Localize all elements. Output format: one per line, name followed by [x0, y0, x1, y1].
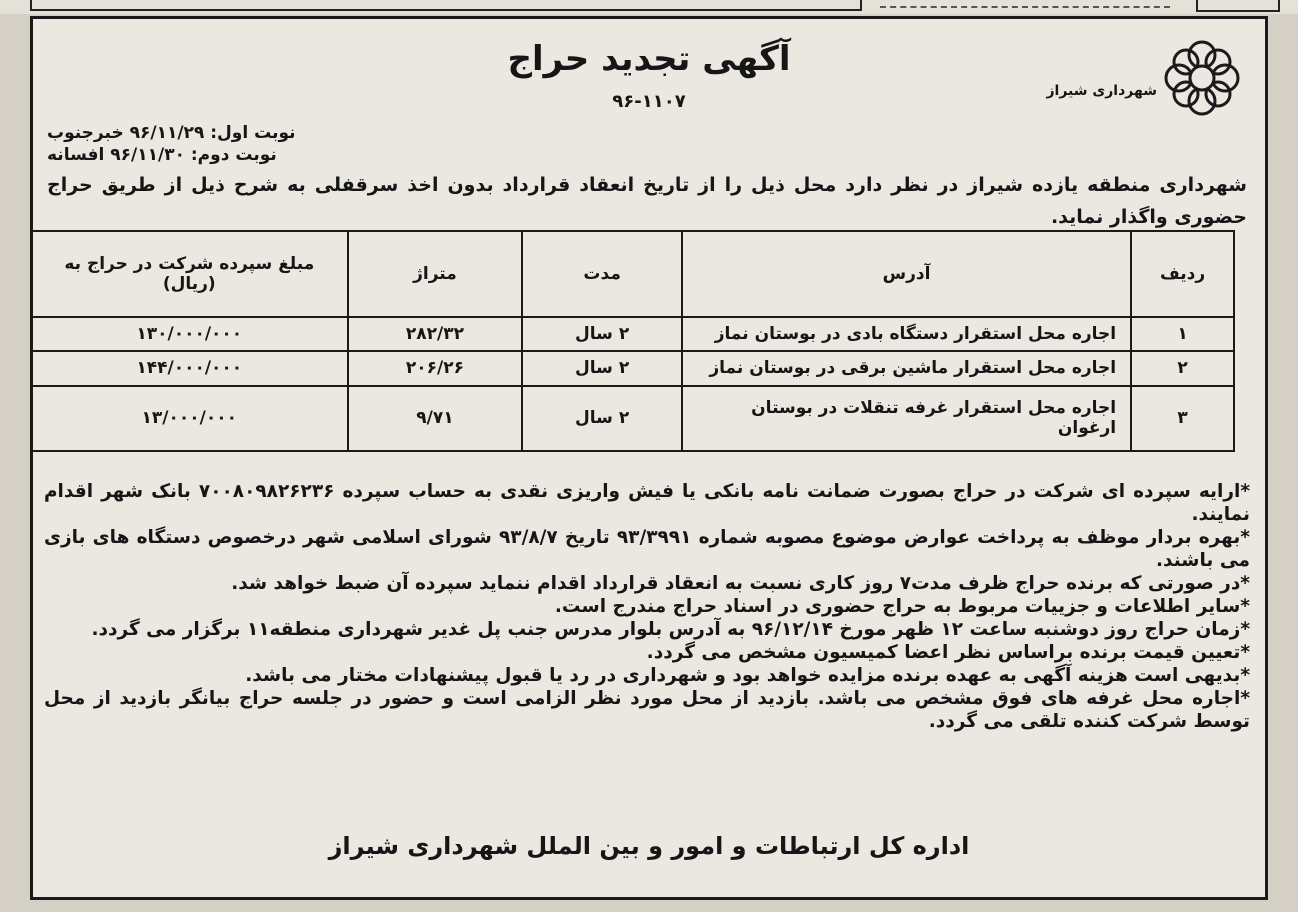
- condition-item: *اجاره محل غرفه های فوق مشخص می باشد. بازدید از محل مورد نظر الزامی است و حضور در جلسه حراج بیانگر بازدید از محل توسط شرکت کننده تلقی می گردد.: [44, 688, 1250, 732]
- table-row: [31, 386, 1234, 451]
- conditions-list: [44, 480, 1250, 733]
- row-deposit: ۱۳/۰۰۰/۰۰۰: [31, 386, 348, 451]
- condition-item: *تعیین قیمت برنده براساس نظر اعضا کمیسیون مشخص می گردد.: [646, 642, 1250, 663]
- table-row: [31, 317, 1234, 351]
- row-deposit: ۱۳۰/۰۰۰/۰۰۰: [31, 317, 348, 351]
- header-duration: مدت: [522, 231, 682, 317]
- header-row-number: ردیف: [1131, 231, 1234, 317]
- table-header-row: [31, 231, 1234, 317]
- row-area: ۲۸۲/۳۲: [348, 317, 523, 351]
- condition-item: *بدیهی است هزینه آگهی به عهده برنده مزایده خواهد بود و شهرداری در رد یا قبول پیشنهادات مختار می باشد.: [245, 665, 1250, 686]
- condition-item: *ارایه سپرده ای شرکت در حراج بصورت ضمانت نامه بانکی یا فیش واریزی نقدی به حساب سپرده ۷۰۰۸۰۹۸۲۶۲۳۶ بانک شهر اقدام نمایند.: [44, 481, 1250, 525]
- notice-title: آگهی تجدید حراج: [507, 39, 791, 79]
- previous-ad-divider: [880, 6, 1170, 8]
- condition-item: *زمان حراج روز دوشنبه ساعت ۱۲ ظهر مورخ ۹۶/۱۲/۱۴ به آدرس بلوار مدرس جنب پل غدیر شهرداری منطقه۱۱ برگزار می گردد.: [91, 619, 1250, 640]
- condition-item: *سایر اطلاعات و جزییات مربوط به حراج حضوری در اسناد حراج مندرج است.: [554, 596, 1250, 617]
- condition-item: *بهره بردار موظف به پرداخت عوارض موضوع مصوبه شماره ۹۳/۳۹۹۱ تاریخ ۹۳/۸/۷ شورای اسلامی شهر درخصوص دستگاه های بازی می باشند.: [44, 527, 1250, 571]
- row-duration: ۲ سال: [522, 386, 682, 451]
- row-address: اجاره محل استقرار دستگاه بادی در بوستان نماز: [682, 317, 1131, 351]
- row-number: ۱: [1131, 317, 1234, 351]
- first-publication: نوبت اول: ۹۶/۱۱/۲۹ خبرجنوب: [47, 123, 296, 143]
- auction-table: [30, 230, 1235, 452]
- row-deposit: ۱۴۴/۰۰۰/۰۰۰: [31, 351, 348, 385]
- header-area: متراژ: [348, 231, 523, 317]
- previous-ad-border-right: [1196, 0, 1280, 12]
- row-address: اجاره محل استقرار ماشین برقی در بوستان نماز: [682, 351, 1131, 385]
- logo-caption: شهرداری شیراز: [1046, 83, 1157, 99]
- header-address: آدرس: [682, 231, 1131, 317]
- ad-number: ۹۶-۱۱۰۷: [612, 91, 686, 112]
- condition-item: *در صورتی که برنده حراج ظرف مدت۷ روز کاری نسبت به انعقاد قرارداد اقدام ننماید سپرده آن ضبط خواهد شد.: [231, 573, 1250, 594]
- intro-paragraph: شهرداری منطقه یازده شیراز در نظر دارد محل ذیل را از تاریخ انعقاد قرارداد بدون اخذ سرقفلی به شرح ذیل از طریق حراج حضوری واگذار نماید.: [47, 174, 1247, 228]
- notice-frame: [30, 16, 1268, 900]
- row-area: ۹/۷۱: [348, 386, 523, 451]
- issuer-footer: اداره کل ارتباطات و امور و بین الملل شهرداری شیراز: [328, 832, 970, 860]
- previous-ad-border: [30, 0, 862, 11]
- row-number: ۳: [1131, 386, 1234, 451]
- header-deposit: مبلغ سپرده شرکت در حراج به (ریال): [31, 231, 348, 317]
- row-address: اجاره محل استقرار غرفه تنقلات در بوستان ارغوان: [682, 386, 1131, 451]
- row-duration: ۲ سال: [522, 317, 682, 351]
- table-row: [31, 351, 1234, 385]
- second-publication: نوبت دوم: ۹۶/۱۱/۳۰ افسانه: [47, 145, 277, 165]
- row-number: ۲: [1131, 351, 1234, 385]
- previous-ad-strip: [0, 0, 1298, 14]
- row-area: ۲۰۶/۲۶: [348, 351, 523, 385]
- row-duration: ۲ سال: [522, 351, 682, 385]
